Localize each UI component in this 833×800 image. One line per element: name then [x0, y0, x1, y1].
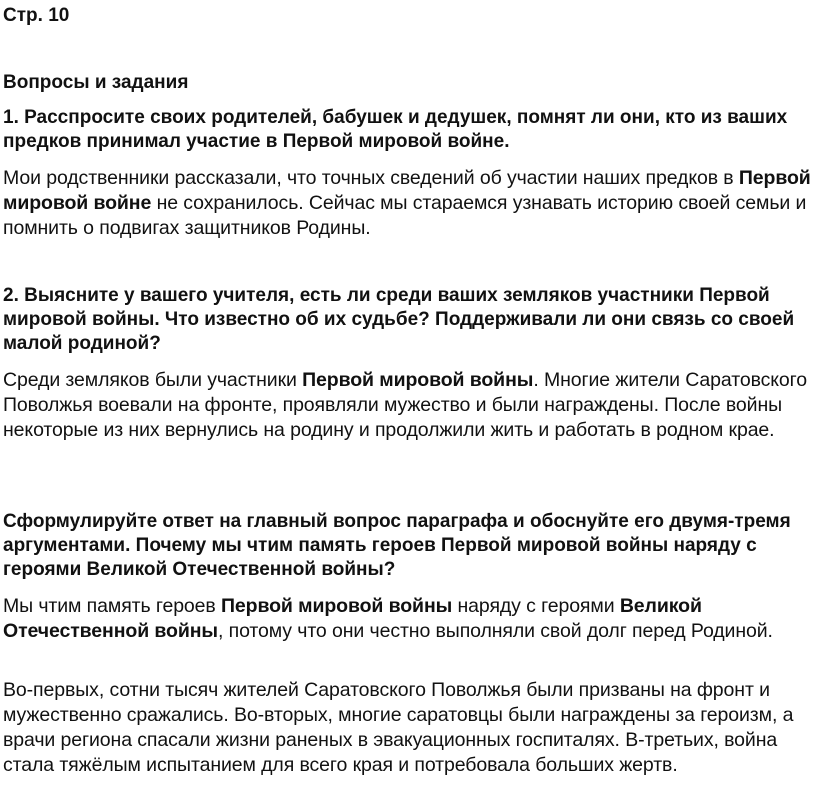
question-1 [3, 106, 831, 154]
answer-3-part-2: наряду с героями [452, 595, 620, 617]
answer-3 [3, 594, 831, 644]
answer-3-part-3: , потому что они честно выполняли свой долг перед Родиной. [218, 620, 773, 642]
answer-1-text [3, 166, 831, 241]
answer-2-part-1: Среди земляков были участники [3, 369, 303, 391]
answer-1-part-2: не сохранилось. Сейчас мы стараемся узнавать историю своей семьи и помнить о подвигах защитников Родины. [3, 192, 807, 239]
answer-3-bold-2: Великой Отечественной войны [3, 595, 702, 642]
answer-2-text [3, 368, 831, 443]
answer-1 [3, 166, 831, 241]
answer-1-part-1: Мои родственники рассказали, что точных сведений об участии наших предков в [3, 167, 739, 189]
answer-2 [3, 368, 831, 443]
page-number-label: Стр. 10 [3, 5, 70, 26]
answer-3-text [3, 594, 831, 644]
question-2-text: 2. Выясните у вашего учителя, есть ли среди ваших земляков участники Первой мировой войны. Что известно об их судьбе? Поддерживали ли они связь со своей малой родиной? [3, 285, 795, 354]
answer-3-bold-1: Первой мировой войны [221, 595, 453, 617]
answer-4-text: Во-первых, сотни тысяч жителей Саратовского Поволжья были призваны на фронт и мужественно сражались. Во-вторых, многие саратовцы были награждены за героизм, а врачи региона спасали жизни раненых в эвакуационных госпиталях. В-третьих, война стала тяжёлым испытанием для всего края и потребовала больших жертв. [3, 679, 794, 776]
question-2 [3, 284, 831, 356]
answer-3-part-1: Мы чтим память героев [3, 595, 222, 617]
question-3 [3, 510, 831, 582]
answer-2-part-2: . Многие жители Саратовского Поволжья воевали на фронте, проявляли мужество и были награждены. После войны некоторые из них вернулись на родину и продолжили жить и работать в родном крае. [3, 369, 807, 441]
answer-4 [3, 678, 831, 778]
question-1-text: 1. Расспросите своих родителей, бабушек и дедушек, помнят ли они, кто из ваших предков принимал участие в Первой мировой войне. [3, 107, 788, 152]
question-3-text: Сформулируйте ответ на главный вопрос параграфа и обоснуйте его двумя-тремя аргументами. Почему мы чтим память героев Первой мировой войны наряду с героями Великой Отечественной войны? [3, 511, 791, 580]
answer-2-bold-1: Первой мировой войны [302, 369, 534, 391]
section-heading: Вопросы и задания [3, 72, 189, 93]
answer-1-bold-1: Первой мировой войне [3, 167, 811, 214]
